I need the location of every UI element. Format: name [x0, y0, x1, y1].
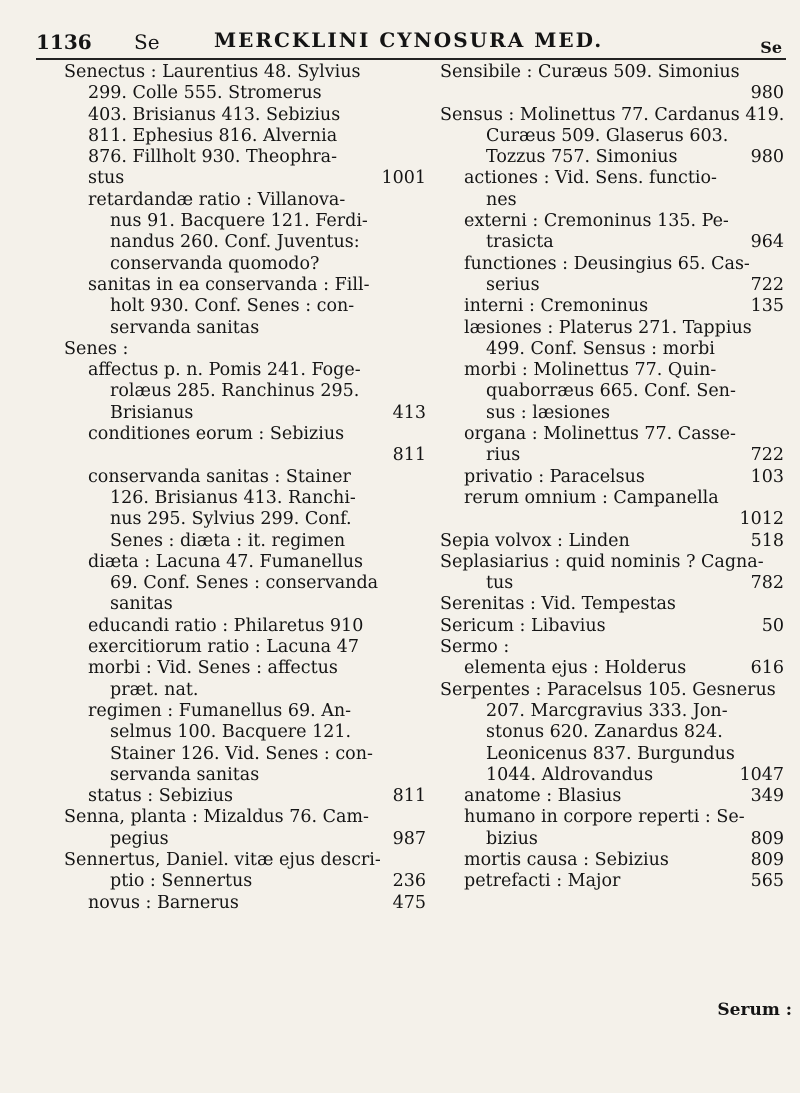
index-entry [64, 126, 432, 147]
entry-text: stonus 620. Zanardus 824. [486, 722, 723, 743]
entry-text: Curæus 509. Glaserus 603. [486, 125, 729, 146]
entry-page-number: 1001 [381, 168, 426, 189]
index-entry [64, 232, 432, 253]
index-entry [440, 339, 790, 360]
index-entry [64, 807, 432, 828]
entry-text: educandi ratio : Philaretus 910 [88, 615, 364, 636]
entry-text: Stainer 126. Vid. Senes : con- [110, 743, 373, 764]
entry-page-number: 50 [761, 615, 784, 636]
index-entry [64, 744, 432, 765]
entry-text: nus 295. Sylvius 299. Conf. [110, 509, 352, 530]
entry-text: 207. Marcgravius 333. Jon- [486, 700, 728, 721]
footer-catchword: Serum : [717, 1000, 792, 1020]
entry-text: morbi : Vid. Senes : affectus [88, 658, 338, 679]
entry-text: Serpentes : Paracelsus 105. Gesnerus [440, 679, 776, 700]
index-entry [64, 722, 432, 743]
entry-text: functiones : Deusingius 65. Cas- [464, 253, 750, 274]
index-entry [440, 829, 790, 850]
index-entry [440, 701, 790, 722]
index-entry [64, 850, 432, 871]
index-entry [64, 360, 432, 381]
index-entry [64, 275, 432, 296]
index-entry [440, 658, 790, 679]
entry-text: interni : Cremoninus [464, 296, 649, 317]
entry-text: conservanda sanitas : Stainer [88, 466, 351, 487]
index-entry [440, 126, 790, 147]
index-entry [440, 807, 790, 828]
index-entry [440, 744, 790, 765]
index-entry [64, 616, 432, 637]
entry-page-number: 236 [392, 871, 426, 892]
index-entry [440, 445, 790, 466]
entry-text: Sermo : [440, 637, 510, 658]
index-entry [440, 722, 790, 743]
entry-text: novus : Barnerus [88, 892, 239, 913]
entry-text: 1044. Aldrovandus [486, 764, 654, 785]
entry-text: elementa ejus : Holderus [464, 658, 687, 679]
entry-text: actiones : Vid. Sens. functio- [464, 168, 717, 189]
index-entry [64, 445, 432, 466]
index-entry [440, 62, 790, 83]
entry-page-number: 811 [392, 786, 426, 807]
index-entry [440, 594, 790, 615]
index-entry [440, 211, 790, 232]
entry-page-number: 413 [392, 402, 426, 423]
page-number: 1136 [36, 30, 92, 54]
index-column-right [440, 62, 790, 893]
index-entry [440, 360, 790, 381]
entry-page-number: 722 [750, 274, 784, 295]
index-entry [440, 318, 790, 339]
index-entry [440, 168, 790, 189]
entry-text: 69. Conf. Senes : conservanda [110, 573, 379, 594]
entry-text: diæta : Lacuna 47. Fumanellus [88, 551, 364, 572]
entry-text: trasicta [486, 232, 554, 253]
entry-text: Sensus : Molinettus 77. Cardanus 419. [440, 104, 785, 125]
index-entry [64, 701, 432, 722]
entry-text: Seplasiarius : quid nominis ? Cagna- [440, 551, 764, 572]
entry-text: 499. Conf. Sensus : morbi [486, 338, 715, 359]
index-entry [64, 829, 432, 850]
index-entry [64, 83, 432, 104]
entry-text: retardandæ ratio : Villanova- [88, 189, 346, 210]
entry-text: servanda sanitas [110, 317, 260, 338]
index-entry [440, 488, 790, 509]
entry-text: conditiones eorum : Sebizius [88, 424, 345, 445]
entry-text: Leonicenus 837. Burgundus [486, 743, 735, 764]
entry-page-number: 616 [750, 658, 784, 679]
entry-text: anatome : Blasius [464, 786, 622, 807]
entry-text: sanitas [110, 594, 173, 615]
index-entry [64, 893, 432, 914]
entry-text: selmus 100. Bacquere 121. [110, 722, 352, 743]
index-entry [64, 786, 432, 807]
entry-page-number: 722 [750, 445, 784, 466]
entry-text: 126. Brisianus 413. Ranchi- [110, 487, 356, 508]
index-entry [440, 616, 790, 637]
entry-text: Senna, planta : Mizaldus 76. Cam- [64, 807, 369, 828]
entry-text: Serenitas : Vid. Tempestas [440, 594, 676, 615]
entry-text: Brisianus [110, 402, 194, 423]
entry-text: Tozzus 757. Simonius [486, 147, 678, 168]
entry-text: regimen : Fumanellus 69. An- [88, 700, 352, 721]
index-entry [440, 765, 790, 786]
entry-text: status : Sebizius [88, 786, 233, 807]
entry-text: 299. Colle 555. Stromerus [88, 83, 322, 104]
index-column-left [64, 62, 432, 914]
entry-text: rius [486, 445, 521, 466]
index-entry [64, 573, 432, 594]
index-entry [64, 488, 432, 509]
entry-text: ptio : Sennertus [110, 871, 253, 892]
entry-page-number: 103 [750, 466, 784, 487]
index-entry [64, 318, 432, 339]
entry-text: nus 91. Bacquere 121. Ferdi- [110, 211, 368, 232]
index-entry [440, 275, 790, 296]
index-entry [440, 850, 790, 871]
entry-page-number: 349 [750, 786, 784, 807]
entry-text: petrefacti : Major [464, 871, 621, 892]
index-entry [64, 765, 432, 786]
index-entry [64, 381, 432, 402]
entry-text: nes [486, 189, 517, 210]
index-entry [440, 467, 790, 488]
entry-text: serius [486, 274, 540, 295]
entry-page-number: 987 [392, 828, 426, 849]
index-entry [440, 573, 790, 594]
index-entry [440, 232, 790, 253]
entry-text: sus : læsiones [486, 402, 611, 423]
entry-text: Senes : [64, 338, 129, 359]
entry-text: Sensibile : Curæus 509. Simonius [440, 62, 740, 82]
index-entry [440, 403, 790, 424]
index-entry [440, 786, 790, 807]
entry-page-number: 980 [750, 147, 784, 168]
running-title: MERCKLINI CYNOSURA MED. [214, 28, 604, 52]
entry-page-number: 475 [392, 892, 426, 913]
index-entry [440, 680, 790, 701]
index-entry [440, 509, 790, 530]
entry-text: Senectus : Laurentius 48. Sylvius [64, 62, 361, 82]
index-entry [64, 147, 432, 168]
entry-text: organa : Molinettus 77. Casse- [464, 424, 736, 445]
entry-text: nandus 260. Conf. Juventus: [110, 232, 360, 253]
entry-text: humano in corpore reperti : Se- [464, 807, 745, 828]
entry-text: sanitas in ea conservanda : Fill- [88, 274, 370, 295]
entry-text: morbi : Molinettus 77. Quin- [464, 360, 717, 381]
index-entry [440, 296, 790, 317]
entry-text: Sepia volvox : Linden [440, 530, 630, 551]
entry-text: præt. nat. [110, 679, 199, 700]
entry-page-number: 1012 [739, 509, 784, 530]
entry-text: rolæus 285. Ranchinus 295. [110, 381, 360, 402]
index-entry [64, 190, 432, 211]
index-entry [440, 552, 790, 573]
index-entry [64, 105, 432, 126]
index-entry [64, 531, 432, 552]
entry-text: 876. Fillholt 930. Theophra- [88, 147, 338, 168]
index-entry [440, 871, 790, 892]
entry-text: pegius [110, 828, 169, 849]
entry-text: holt 930. Conf. Senes : con- [110, 296, 355, 317]
index-entry [64, 62, 432, 83]
entry-text: rerum omnium : Campanella [464, 487, 719, 508]
entry-page-number: 809 [750, 849, 784, 870]
entry-text: Senes : diæta : it. regimen [110, 530, 346, 551]
entry-page-number: 811 [392, 445, 426, 466]
index-entry [440, 190, 790, 211]
index-entry [440, 531, 790, 552]
index-entry [440, 381, 790, 402]
entry-text: tus [486, 573, 514, 594]
entry-text: affectus p. n. Pomis 241. Foge- [88, 360, 361, 381]
entry-text: 811. Ephesius 816. Alvernia [88, 125, 338, 146]
header-catchword-left: Se [134, 30, 160, 54]
index-entry [64, 658, 432, 679]
entry-page-number: 980 [750, 83, 784, 104]
index-entry [64, 509, 432, 530]
index-entry [440, 254, 790, 275]
index-entry [64, 254, 432, 275]
index-entry [64, 637, 432, 658]
entry-text: quaborræus 665. Conf. Sen- [486, 381, 736, 402]
index-entry [64, 594, 432, 615]
entry-text: bizius [486, 828, 538, 849]
index-entry [440, 147, 790, 168]
index-entry [64, 403, 432, 424]
index-entry [440, 83, 790, 104]
index-entry [64, 168, 432, 189]
index-entry [64, 339, 432, 360]
entry-page-number: 964 [750, 232, 784, 253]
entry-text: 403. Brisianus 413. Sebizius [88, 104, 341, 125]
entry-text: Sennertus, Daniel. vitæ ejus descri- [64, 849, 381, 870]
entry-text: læsiones : Platerus 271. Tappius [464, 317, 752, 338]
index-entry [64, 424, 432, 445]
entry-text: Sericum : Libavius [440, 615, 606, 636]
entry-page-number: 809 [750, 828, 784, 849]
entry-text: privatio : Paracelsus [464, 466, 645, 487]
index-entry [64, 211, 432, 232]
entry-page-number: 565 [750, 871, 784, 892]
entry-page-number: 1047 [739, 764, 784, 785]
entry-page-number: 518 [750, 530, 784, 551]
entry-page-number: 782 [750, 573, 784, 594]
entry-text: externi : Cremoninus 135. Pe- [464, 211, 729, 232]
entry-page-number: 135 [750, 296, 784, 317]
index-entry [64, 467, 432, 488]
index-entry [64, 296, 432, 317]
entry-text: servanda sanitas [110, 764, 260, 785]
entry-text: conservanda quomodo? [110, 253, 320, 274]
index-entry [64, 680, 432, 701]
index-entry [440, 424, 790, 445]
index-entry [64, 871, 432, 892]
index-entry [440, 105, 790, 126]
header-catchword-right: Se [760, 38, 782, 57]
entry-text: stus [88, 168, 125, 189]
index-entry [440, 637, 790, 658]
entry-text: exercitiorum ratio : Lacuna 47 [88, 637, 359, 658]
index-entry [64, 552, 432, 573]
entry-text: mortis causa : Sebizius [464, 849, 669, 870]
running-header [36, 26, 786, 60]
